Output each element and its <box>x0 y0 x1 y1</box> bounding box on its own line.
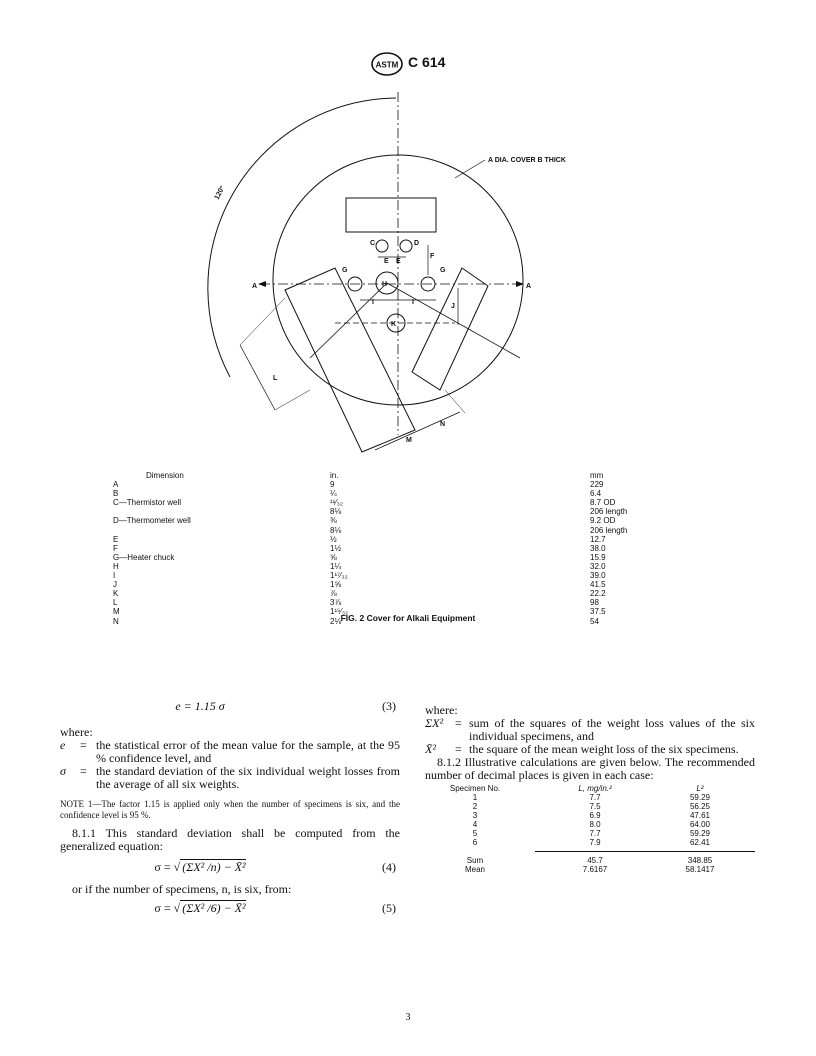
dimension-row <box>113 516 713 525</box>
specimen-cell: 6.9 <box>589 811 601 820</box>
svg-text:N: N <box>440 421 446 428</box>
svg-text:F: F <box>430 253 435 260</box>
dimension-cell: 9 <box>330 480 335 490</box>
cover-label: A DIA. COVER B THICK <box>488 157 566 164</box>
dimension-cell: 206 length <box>590 507 628 517</box>
specimen-cell: 1 <box>472 793 478 802</box>
dimension-cell: L <box>113 598 118 608</box>
designation: C 614 <box>408 54 446 70</box>
specimen-cell: 7.7 <box>589 829 601 838</box>
dimension-cell: J <box>113 580 117 590</box>
where-label: where: <box>60 725 93 739</box>
dimension-cell: ⅜ <box>330 516 337 526</box>
specimen-cell: 5 <box>472 829 478 838</box>
where-label-right: where: <box>425 703 458 717</box>
dimension-cell: G—Heater chuck <box>113 552 175 562</box>
dimension-cell: 229 <box>590 480 604 490</box>
specimen-cell: 7.7 <box>589 793 601 802</box>
specimen-cell: 64.00 <box>689 820 711 829</box>
specimen-cell: 4 <box>472 820 478 829</box>
dimension-cell: ¼ <box>330 489 337 499</box>
dimension-row <box>113 498 713 507</box>
def-e: e = the statistical error of the mean value for the sample, at the 95 % confidence level, and <box>60 738 400 765</box>
equation-3: e = 1.15 σ (3) <box>175 699 396 713</box>
svg-text:I: I <box>412 299 414 306</box>
dimension-cell: 39.0 <box>590 571 606 581</box>
dimension-cell: ½ <box>330 534 337 544</box>
specimen-table-header: Specimen No. L, mg/in.² L² <box>449 784 704 793</box>
dimension-cell: ⅞ <box>330 589 337 599</box>
sum-row: Sum 45.7 348.85 <box>466 856 713 865</box>
cover-drawing <box>200 90 640 460</box>
dimension-cell: 15.9 <box>590 552 606 562</box>
dimension-row <box>113 526 713 535</box>
svg-text:G: G <box>440 267 446 274</box>
para-8-1-1: 8.1.1 This standard deviation shall be computed from the generalized equation: <box>60 826 400 853</box>
equation-4: σ = √ (ΣX² /n) − X̄² (4) <box>154 860 396 874</box>
dimension-cell: 1⅝ <box>330 580 342 590</box>
specimen-cell: 2 <box>472 802 478 811</box>
dimension-cell: ¹¹⁄₃₂ <box>330 498 344 508</box>
svg-text:D: D <box>414 240 420 247</box>
dimension-cell: I <box>113 571 116 581</box>
para-or: or if the number of specimens, n, is six, from: <box>72 882 292 896</box>
dimension-cell: H <box>113 561 119 571</box>
specimen-table <box>425 784 755 874</box>
dimension-cell: E <box>113 534 119 544</box>
dimension-cell: 1¼ <box>330 561 342 571</box>
dimension-cell: F <box>113 543 118 553</box>
specimen-cell: 8.0 <box>589 820 601 829</box>
specimen-row <box>425 811 755 820</box>
svg-text:A: A <box>252 283 258 290</box>
svg-text:J: J <box>451 303 455 310</box>
para-8-1-2: 8.1.2 Illustrative calculations are given below. The recommended number of decimal places is given in each case: <box>425 755 755 782</box>
dimension-cell: B <box>113 489 119 499</box>
svg-text:L: L <box>273 375 278 382</box>
svg-text:E: E <box>396 258 401 265</box>
page-number: 3 <box>405 1012 411 1023</box>
dimension-cell: C—Thermistor well <box>113 498 182 508</box>
dimension-row <box>113 598 713 607</box>
dimension-cell: 206 length <box>590 525 628 535</box>
dimension-row <box>113 580 713 589</box>
dimension-cell: 8.7 OD <box>590 498 616 508</box>
specimen-cell: 6 <box>472 838 478 847</box>
def-xbar2: X̄² = the square of the mean weight loss of the six specimens. <box>425 742 739 756</box>
angle-label: 120° <box>213 184 227 201</box>
dimension-cell: 8⅛ <box>330 525 342 535</box>
dimension-cell: 8⅛ <box>330 507 342 517</box>
dimension-cell: 37.5 <box>590 607 606 617</box>
specimen-cell: 3 <box>472 811 478 820</box>
dimension-row <box>113 544 713 553</box>
dimension-row <box>113 589 713 598</box>
sum-rule <box>535 851 755 852</box>
dimension-cell: 3⅞ <box>330 598 342 608</box>
dimension-cell: 98 <box>590 598 599 608</box>
dimension-row <box>113 507 713 516</box>
dimension-row <box>113 562 713 571</box>
dimension-cell: K <box>113 589 119 599</box>
svg-text:H: H <box>382 281 388 288</box>
dimension-cell: 22.2 <box>590 589 606 599</box>
dimension-cell: 54 <box>590 616 599 626</box>
specimen-row <box>425 820 755 829</box>
svg-text:M: M <box>406 437 412 444</box>
dimension-row <box>113 535 713 544</box>
svg-text:G: G <box>342 267 348 274</box>
dimension-table-header: Dimension in. mm <box>146 471 604 480</box>
specimen-row <box>425 829 755 838</box>
dimension-cell: 12.7 <box>590 534 606 544</box>
dimension-table <box>113 471 713 626</box>
svg-text:ASTM: ASTM <box>375 60 399 70</box>
svg-text:C: C <box>370 240 376 247</box>
astm-logo <box>371 52 403 76</box>
def-sum-x2: ΣX² = sum of the squares of the weight loss values of the six individual specimens, and <box>425 716 755 743</box>
specimen-row <box>425 802 755 811</box>
specimen-cell: 56.25 <box>689 802 711 811</box>
dimension-cell <box>113 507 330 516</box>
dimension-row <box>113 489 713 498</box>
specimen-cell: 7.9 <box>589 838 601 847</box>
dimension-row <box>113 571 713 580</box>
dimension-cell: 1½ <box>330 543 342 553</box>
specimen-cell: 7.5 <box>589 802 601 811</box>
dimension-cell: 41.5 <box>590 580 606 590</box>
figure-caption: FIG. 2 Cover for Alkali Equipment <box>340 613 476 623</box>
specimen-cell: 62.41 <box>689 838 711 847</box>
dimension-row <box>113 553 713 562</box>
svg-text:E: E <box>384 258 389 265</box>
svg-text:A: A <box>526 283 532 290</box>
specimen-row <box>425 793 755 802</box>
dimension-row <box>113 480 713 489</box>
dimension-cell: 9.2 OD <box>590 516 616 526</box>
def-sigma: σ = the standard deviation of the six individual weight losses from the average of all six weights. <box>60 764 400 791</box>
dimension-cell: ⅝ <box>330 552 337 562</box>
dimension-cell: D—Thermometer well <box>113 516 191 526</box>
mean-row: Mean 7.6167 58.1417 <box>464 865 715 874</box>
right-column <box>425 704 755 874</box>
svg-text:K: K <box>391 321 397 328</box>
specimen-cell: 47.61 <box>689 811 711 820</box>
dimension-cell: M <box>113 607 120 617</box>
note-1: NOTE 1—The factor 1.15 is applied only when the number of specimens is six, and the confidence level is 95 %. <box>60 799 400 820</box>
dimension-cell: 1¹⁵⁄₃₂ <box>330 607 349 617</box>
dimension-cell: N <box>113 616 119 626</box>
specimen-cell: 59.29 <box>689 793 711 802</box>
svg-text:I: I <box>372 299 374 306</box>
dimension-cell: 6.4 <box>590 489 602 499</box>
dimension-cell: 2⅛ <box>330 616 342 626</box>
equation-5: σ = √ (ΣX² /6) − X̄² (5) <box>154 901 396 915</box>
dimension-cell: 1¹⁷⁄₃₂ <box>330 571 348 581</box>
left-column <box>60 700 400 918</box>
specimen-cell: 59.29 <box>689 829 711 838</box>
dimension-cell: A <box>113 480 119 490</box>
specimen-row <box>425 838 755 847</box>
dimension-cell: 38.0 <box>590 543 606 553</box>
dimension-cell <box>113 526 330 535</box>
dimension-cell: 32.0 <box>590 561 606 571</box>
